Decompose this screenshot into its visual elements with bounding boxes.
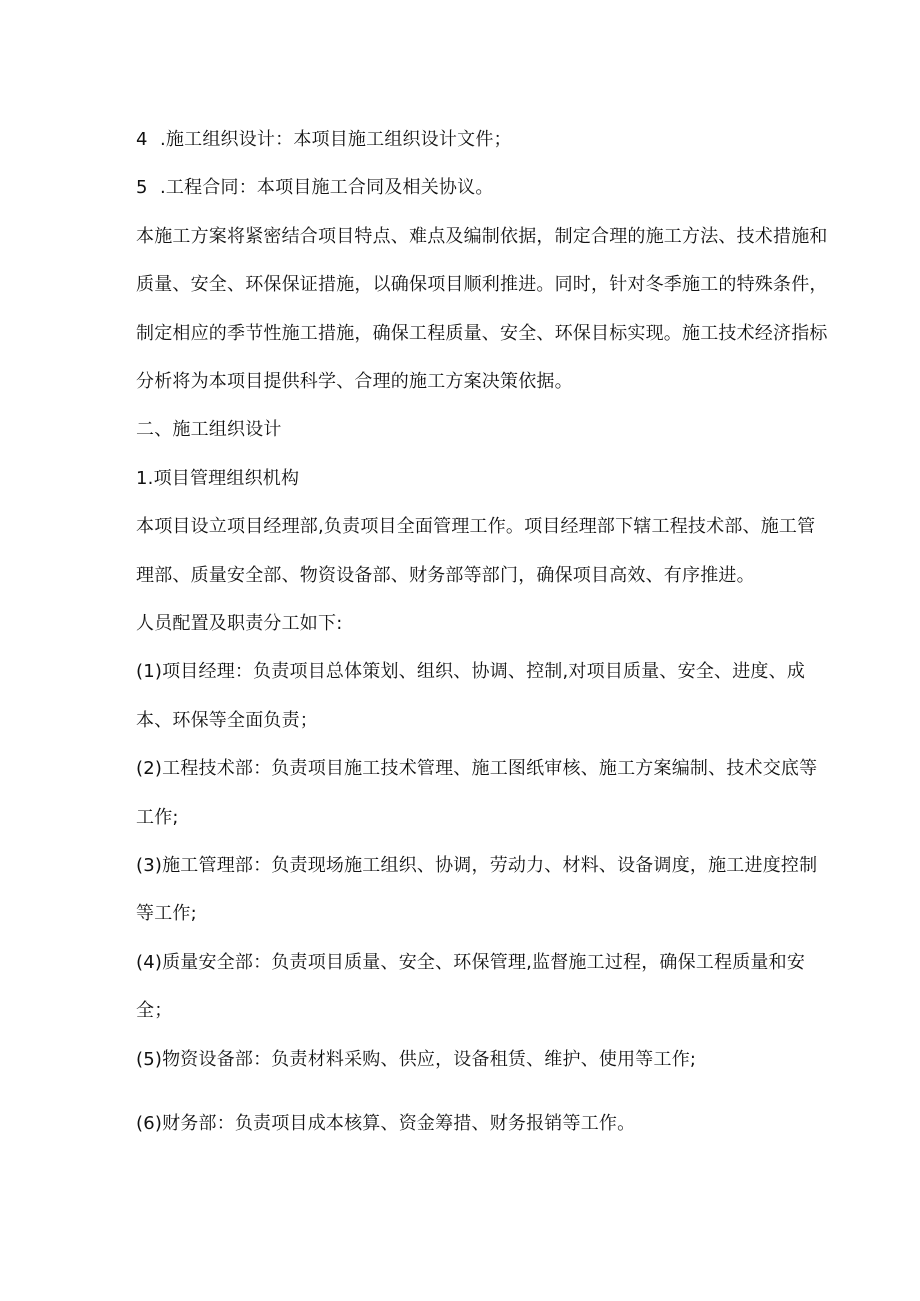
basis-item-text: .工程合同：本项目施工合同及相关协议。 [160,177,494,198]
summary-line: 分析将为本项目提供科学、合理的施工方案决策依据。 [136,371,573,392]
summary-line: 本施工方案将紧密结合项目特点、难点及编制依据，制定合理的施工方法、技术措施和 [136,226,828,247]
section-heading: 二、施工组织设计 [136,419,282,440]
basis-item-5 [136,176,796,200]
duty-line: (1)项目经理：负责项目总体策划、组织、协调、控制,对项目质量、安全、进度、成 [136,661,806,682]
basis-item-number: 4 [136,129,148,150]
duty-line: (4)质量安全部：负责项目质量、安全、环保管理,监督施工过程，确保工程质量和安 [136,952,806,973]
duty-line: (2)工程技术部：负责项目施工技术管理、施工图纸审核、施工方案编制、技术交底等 [136,758,818,779]
duty-line: 全； [136,1000,173,1021]
staffing-intro: 人员配置及职责分工如下: [136,613,343,634]
duty-line: 等工作; [136,903,197,924]
duty-line: (5)物资设备部：负责材料采购、供应，设备租赁、维护、使用等工作; [136,1049,697,1070]
duty-line: (3)施工管理部：负责现场施工组织、协调，劳动力、材料、设备调度，施工进度控制 [136,855,818,876]
basis-item-4 [136,128,796,152]
duty-line: (6)财务部：负责项目成本核算、资金筹措、财务报销等工作。 [136,1113,636,1134]
basis-item-text: .施工组织设计：本项目施工组织设计文件； [160,129,512,150]
summary-line: 质量、安全、环保保证措施，以确保项目顺利推进。同时，针对冬季施工的特殊条件， [136,274,828,295]
basis-item-number: 5 [136,177,148,198]
duty-line: 本、环保等全面负责； [136,710,318,731]
duty-line: 工作; [136,807,179,828]
summary-line: 制定相应的季节性施工措施，确保工程质量、安全、环保目标实现。施工技术经济指标 [136,323,828,344]
org-line: 本项目设立项目经理部,负责项目全面管理工作。项目经理部下辖工程技术部、施工管 [136,516,816,537]
subsection-heading: 1.项目管理组织机构 [136,468,300,489]
org-line: 理部、质量安全部、物资设备部、财务部等部门，确保项目高效、有序推进。 [136,565,755,586]
